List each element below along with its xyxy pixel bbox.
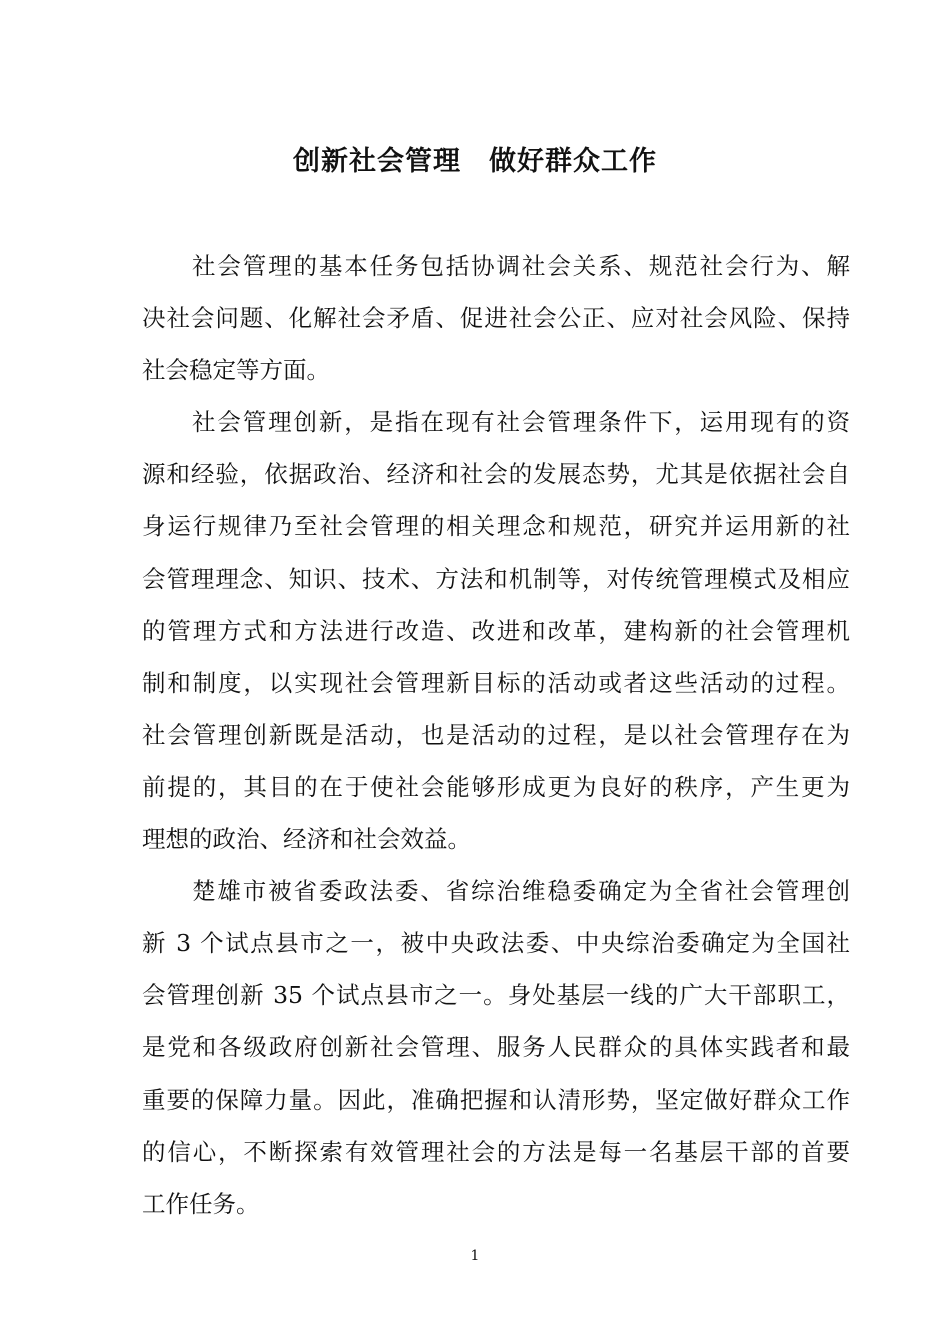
paragraph-2-line-5: 的管理方式和方法进行改造、改进和改革，建构新的社会管理机	[142, 616, 850, 645]
document-title: 创新社会管理 做好群众工作	[293, 146, 657, 177]
page-number: 1	[470, 1248, 480, 1264]
paragraph-2-line-7: 社会管理创新既是活动，也是活动的过程，是以社会管理存在为	[142, 720, 850, 749]
paragraph-3-line-1: 楚雄市被省委政法委、省综治维稳委确定为全省社会管理创	[192, 877, 850, 906]
paragraph-3-line-2: 新 3 个试点县市之一，被中央政法委、中央综治委确定为全国社	[142, 929, 850, 958]
paragraph-2-line-8: 前提的，其目的在于使社会能够形成更为良好的秩序，产生更为	[142, 772, 850, 801]
paragraph-3-line-5: 重要的保障力量。因此，准确把握和认清形势，坚定做好群众工作	[142, 1085, 850, 1114]
paragraph-1-line-2: 决社会问题、化解社会矛盾、促进社会公正、应对社会风险、保持	[142, 304, 850, 333]
paragraph-2-line-6: 制和制度，以实现社会管理新目标的活动或者这些活动的过程。	[142, 668, 850, 697]
paragraph-2-line-1: 社会管理创新，是指在现有社会管理条件下，运用现有的资	[192, 408, 850, 437]
paragraph-3-line-4: 是党和各级政府创新社会管理、服务人民群众的具体实践者和最	[142, 1033, 850, 1062]
paragraph-3-line-7: 工作任务。	[142, 1189, 260, 1218]
paragraph-3-line-3: 会管理创新 35 个试点县市之一。身处基层一线的广大干部职工，	[142, 981, 850, 1010]
paragraph-2-line-2: 源和经验，依据政治、经济和社会的发展态势，尤其是依据社会自	[142, 460, 850, 489]
paragraph-1-line-3: 社会稳定等方面。	[142, 356, 330, 385]
document-body	[142, 240, 850, 1230]
paragraph-2-line-4: 会管理理念、知识、技术、方法和机制等，对传统管理模式及相应	[142, 564, 850, 593]
paragraph-3-line-6: 的信心，不断探索有效管理社会的方法是每一名基层干部的首要	[142, 1137, 850, 1166]
paragraph-2-line-9: 理想的政治、经济和社会效益。	[142, 825, 471, 854]
paragraph-2-line-3: 身运行规律乃至社会管理的相关理念和规范，研究并运用新的社	[142, 512, 850, 541]
paragraph-1-line-1: 社会管理的基本任务包括协调社会关系、规范社会行为、解	[192, 252, 850, 280]
